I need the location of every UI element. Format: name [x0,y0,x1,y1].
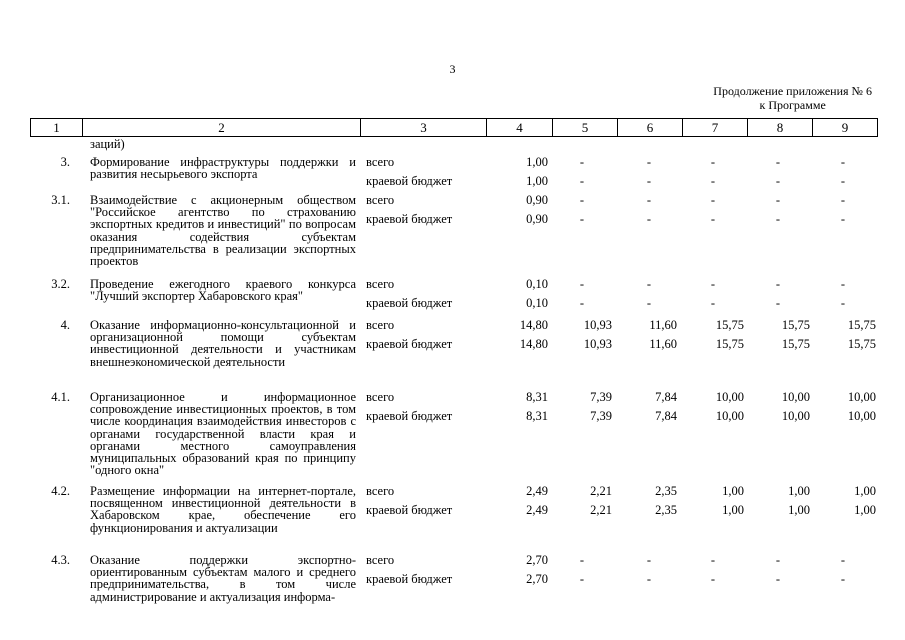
value-col7: 1,00 [722,484,744,498]
value-col7: - [710,212,716,226]
value-col7: - [710,553,716,567]
value-col5: - [579,174,585,188]
value-col5: - [579,553,585,567]
source-regional: краевой бюджет [366,296,453,310]
value-col5: 2,21 [590,484,612,498]
value-col8: - [775,553,781,567]
value-col5: - [579,212,585,226]
source-total: всего [366,390,395,404]
value-col8: - [775,193,781,207]
value-col7: - [710,155,716,169]
value-col8: 15,75 [781,337,810,351]
source-regional: краевой бюджет [366,409,453,423]
row-number: 3.1. [51,193,70,207]
table-row [30,316,877,388]
table-row [30,153,877,191]
continuation-line-2: к Программе [759,98,826,112]
table-row [30,275,877,316]
column-header-5: 5 [553,119,618,137]
column-header-7: 7 [683,119,748,137]
value-col6: - [646,572,652,586]
value-col7: - [710,277,716,291]
value-col9: 10,00 [847,390,876,404]
source-total: всего [366,318,395,332]
value-col4: 2,70 [526,553,548,567]
value-col4: 2,49 [526,503,548,517]
row-number: 3.2. [51,277,70,291]
column-header-8: 8 [748,119,813,137]
value-col6: - [646,277,652,291]
source-regional: краевой бюджет [366,174,453,188]
value-col6: 2,35 [655,503,677,517]
value-col8: 1,00 [788,484,810,498]
source-regional: краевой бюджет [366,337,453,351]
column-header-4: 4 [487,119,553,137]
value-col4: 2,49 [526,484,548,498]
value-col6: - [646,174,652,188]
source-total: всего [366,155,395,169]
value-col9: - [840,572,846,586]
value-col9: - [840,277,846,291]
value-col6: - [646,553,652,567]
row-name: Взаимодействие с акционерным обществом "Российское агентство по страхованию экспортных кредитов и инвестиций" по вопросам оказания содействия субъектам предпринимательства в реализации экспортных проектов [90,193,356,269]
value-col4: 14,80 [519,337,548,351]
value-col7: 10,00 [715,390,744,404]
value-col6: - [646,155,652,169]
row-name: Проведение ежегодного краевого конкурса "Лучший экспортер Хабаровского края" [90,277,356,304]
value-col5: 10,93 [583,318,612,332]
value-col9: - [840,174,846,188]
value-col6: 7,84 [655,409,677,423]
value-col7: 10,00 [715,409,744,423]
value-col8: - [775,212,781,226]
value-col8: 10,00 [781,409,810,423]
value-col4: 0,90 [526,212,548,226]
value-col5: 2,21 [590,503,612,517]
value-col4: 8,31 [526,390,548,404]
value-col8: 1,00 [788,503,810,517]
table-row [30,191,877,275]
value-col7: 15,75 [715,318,744,332]
row-name: Организационное и информационное сопровождение инвестиционных проектов, в том числе координация взаимодействия инвесторов с органами государственной власти края и органами местного самоуправления муниципальных образований края по принципу "одного окна" [90,390,356,478]
page-number: 3 [449,62,456,76]
source-total: всего [366,277,395,291]
value-col8: 15,75 [781,318,810,332]
value-col4: 0,90 [526,193,548,207]
row-name: Оказание информационно-консультационной и организационной помощи субъектам инвестиционной деятельности и участникам внешнеэкономической деятельности [90,318,356,369]
value-col8: - [775,296,781,310]
column-header-9: 9 [813,119,878,137]
value-col9: - [840,553,846,567]
value-col9: - [840,296,846,310]
source-regional: краевой бюджет [366,503,453,517]
row-name: Размещение информации на интернет-портале, посвященном инвестиционной деятельности в Хабаровском крае, обеспечение его функционирования и актуализации [90,484,356,535]
source-regional: краевой бюджет [366,572,453,586]
row-number: 4.3. [51,553,70,567]
table-row [30,482,877,551]
row-name: Оказание поддержки экспортно-ориентированным субъектам малого и среднего предпринимательства, в том числе администрирование и актуализация информа- [90,553,356,604]
continuation-note [713,84,872,112]
value-col8: - [775,155,781,169]
value-col9: 1,00 [854,484,876,498]
value-col8: - [775,277,781,291]
value-col6: - [646,212,652,226]
value-col8: 10,00 [781,390,810,404]
value-col4: 14,80 [519,318,548,332]
value-col4: 2,70 [526,572,548,586]
value-col9: - [840,155,846,169]
value-col7: 15,75 [715,337,744,351]
column-header-1: 1 [31,119,83,137]
value-col4: 1,00 [526,155,548,169]
value-col5: 7,39 [590,390,612,404]
value-col5: - [579,296,585,310]
column-header-2: 2 [83,119,361,137]
value-col5: - [579,572,585,586]
value-col5: 10,93 [583,337,612,351]
value-col7: - [710,296,716,310]
row-name: Формирование инфраструктуры поддержки и развития несырьевого экспорта [90,155,356,182]
row-number: 4.1. [51,390,70,404]
table-row [30,551,877,611]
value-col9: 15,75 [847,318,876,332]
value-col6: 7,84 [655,390,677,404]
value-col7: - [710,572,716,586]
table-row [30,388,877,482]
row-number: 3. [60,155,70,169]
value-col6: 11,60 [649,318,677,332]
source-regional: краевой бюджет [366,212,453,226]
value-col8: - [775,572,781,586]
value-col6: - [646,296,652,310]
value-col9: 15,75 [847,337,876,351]
value-col7: - [710,174,716,188]
value-col4: 0,10 [526,296,548,310]
value-col6: - [646,193,652,207]
value-col5: 7,39 [590,409,612,423]
value-col4: 8,31 [526,409,548,423]
carryover-text: заций) [90,137,125,151]
value-col5: - [579,277,585,291]
carryover-row [30,137,877,153]
source-total: всего [366,484,395,498]
table-body [30,137,877,611]
value-col9: 10,00 [847,409,876,423]
value-col6: 11,60 [649,337,677,351]
source-total: всего [366,193,395,207]
row-number: 4.2. [51,484,70,498]
value-col7: 1,00 [722,503,744,517]
value-col9: - [840,212,846,226]
continuation-line-1: Продолжение приложения № 6 [713,84,872,98]
value-col7: - [710,193,716,207]
value-col8: - [775,174,781,188]
value-col6: 2,35 [655,484,677,498]
value-col5: - [579,155,585,169]
value-col4: 0,10 [526,277,548,291]
value-col9: 1,00 [854,503,876,517]
value-col5: - [579,193,585,207]
column-header-3: 3 [361,119,487,137]
value-col9: - [840,193,846,207]
source-total: всего [366,553,395,567]
row-number: 4. [60,318,70,332]
column-header-6: 6 [618,119,683,137]
column-header-table [30,118,878,137]
value-col4: 1,00 [526,174,548,188]
